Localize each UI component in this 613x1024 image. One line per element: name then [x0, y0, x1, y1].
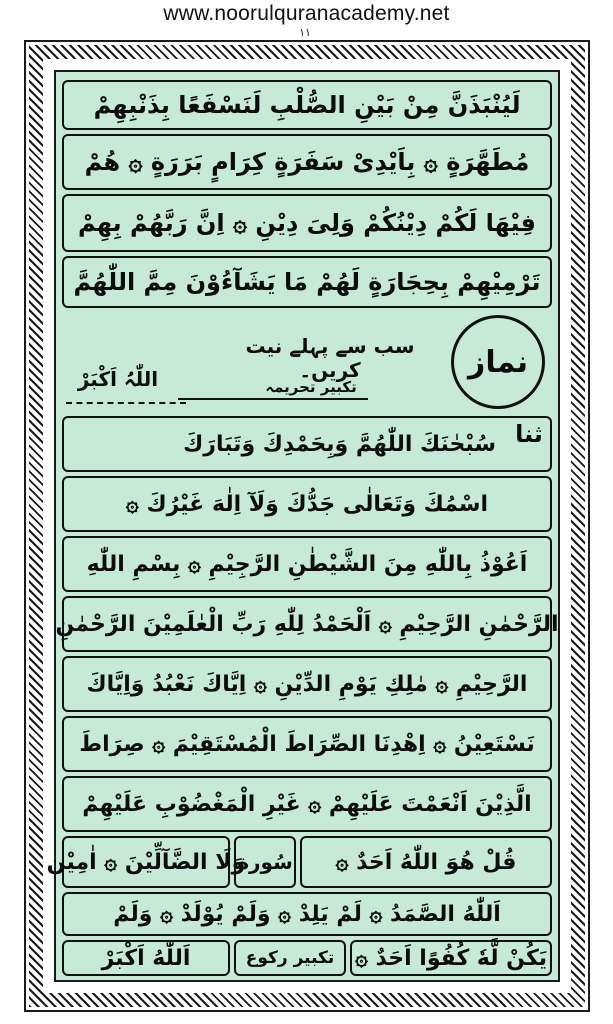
sana-line: اسْمُكَ وَتَعَالٰى جَدُّكَ وَلَآ اِلٰهَ غَيْرُكَ ۞ — [62, 476, 552, 532]
surah-line: اَللّٰهُ الصَّمَدُ ۞ لَمْ يَلِدْ ۞ وَلَمْ يُوْلَدْ ۞ وَلَمْ — [62, 892, 552, 936]
sana-label: ثنا — [515, 420, 543, 448]
fatiha-line: الرَّحِيْمِ ۞ مٰلِكِ يَوْمِ الدِّيْنِ ۞ اِيَّاكَ نَعْبُدُ وَاِيَّاكَ — [62, 656, 552, 712]
surah-line: قُلْ هُوَ اللّٰهُ اَحَدٌ ۞ — [300, 836, 552, 888]
quran-line: فِيْهَا لَكُمْ دِيْنُكُمْ وَلِىَ دِيْنِ ۞ اِنَّ رَبَّهُمْ بِهِمْ — [62, 194, 552, 252]
takbir-ruku-label: تکبیر رکوع — [234, 940, 346, 976]
surah-line: يَكُنْ لَّهٗ كُفُوًا اَحَدٌ ۞ — [350, 940, 552, 976]
page-number: ١١ — [299, 26, 311, 39]
fatiha-line: الرَّحْمٰنِ الرَّحِيْمِ ۞ اَلْحَمْدُ لِلّٰهِ رَبِّ الْعٰلَمِيْنَ الرَّحْمٰنِ — [62, 596, 552, 652]
takbir-tahrima-label: تکبیر تحریمہ — [265, 378, 357, 396]
sana-line: سُبْحٰنَكَ اللّٰهُمَّ وَبِحَمْدِكَ وَتَبَارَكَ — [62, 416, 552, 472]
allahu-akbar-ruku: اَللّٰهُ اَكْبَرْ — [62, 940, 230, 976]
namaz-title: نماز — [451, 315, 545, 409]
fatiha-last-line: وَلَا الضَّآلِّيْنَ ۞ اٰمِيْن — [62, 836, 230, 888]
intent-instruction: سب سے پہلے نیت کریں۔ — [245, 334, 415, 382]
website-url: www.noorulquranacademy.net — [163, 2, 450, 25]
surah-label: سُورة — [234, 836, 296, 888]
allahu-akbar-opening: اللّٰہُ اَکْبَرْ — [77, 367, 159, 391]
fatiha-line: الَّذِيْنَ اَنْعَمْتَ عَلَيْهِمْ ۞ غَيْرِ الْمَغْضُوْبِ عَلَيْهِمْ — [62, 776, 552, 832]
underline-divider — [178, 398, 368, 400]
fatiha-line: اَعُوْذُ بِاللّٰهِ مِنَ الشَّيْطٰنِ الرَّجِيْمِ ۞ بِسْمِ اللّٰهِ — [62, 536, 552, 592]
dash-divider — [66, 402, 186, 404]
quran-line: لَيُنْبَذَنَّ مِنْ بَيْنِ الصُّلْبِ لَنَسْفَعًا بِذَنْبِهِمْ — [62, 80, 552, 130]
quran-line: تَرْمِيْهِمْ بِحِجَارَةٍ لَهُمْ مَا يَشَآءُوْنَ مِمَّ اللّٰهُمَّ — [62, 256, 552, 308]
fatiha-line: نَسْتَعِيْنُ ۞ اِهْدِنَا الصِّرَاطَ الْمُسْتَقِيْمَ ۞ صِرَاطَ — [62, 716, 552, 772]
quran-line: مُطَهَّرَةٍ ۞ بِاَيْدِىْ سَفَرَةٍ كِرَامٍ بَرَرَةٍ ۞ هُمْ — [62, 134, 552, 190]
